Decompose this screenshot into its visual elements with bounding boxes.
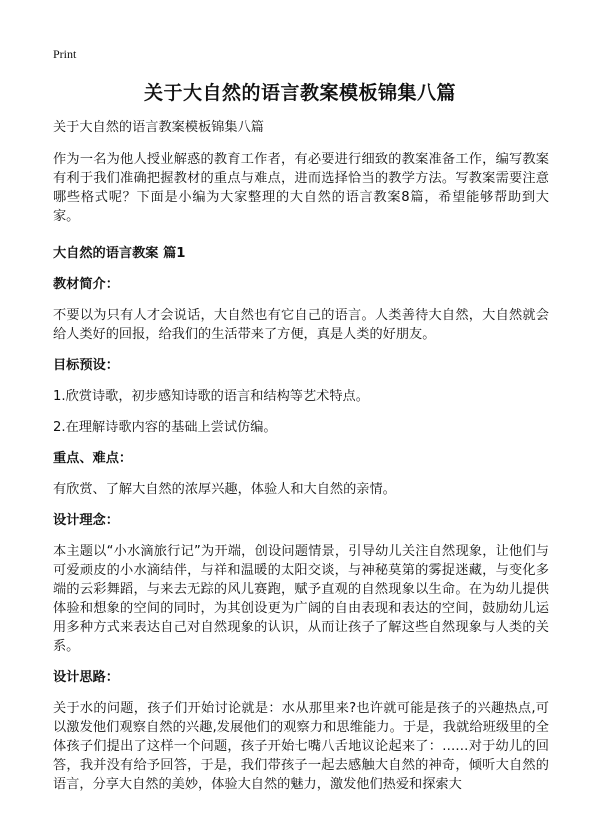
- key-points-heading: 重点、难点：: [53, 451, 133, 466]
- goals-heading: 目标预设：: [53, 358, 119, 373]
- design-concept-paragraph: 本主题以“小水滴旅行记”为开端，创设问题情景，引导幼儿关注自然现象，让他们与可爱顽皮的小水滴结伴，与祥和温暖的太阳交谈，与神秘莫第的雾捉迷藏，与变化多端的云彩舞蹈，与来去无踪的风儿赛跑，赋予直观的自然现象以生命。在为幼儿提供体验和想象的空间的同时，为其创设更为广阔的自由表现和表达的空间，鼓励幼儿运用多种方式来表达自己对自然现象的认识，从而让孩子了解这些自然现象与人类的关系。: [53, 544, 549, 654]
- material-heading: 教材简介：: [53, 277, 119, 292]
- material-paragraph: 不要以为只有人才会说话，大自然也有它自己的语言。人类善待大自然，大自然就会给人类好的回报，给我们的生活带来了方便，真是人类的好朋友。: [53, 308, 549, 342]
- part-heading: 大自然的语言教案 篇1: [53, 246, 186, 261]
- page-title: 关于大自然的语言教案模板锦集八篇: [143, 82, 456, 104]
- document-body: [53, 118, 549, 806]
- intro-paragraph: 作为一名为他人授业解惑的教育工作者，有必要进行细致的教案准备工作，编写教案有利于我们准确把握教材的重点与难点，进而选择恰当的教学方法。写教案需要注意哪些格式呢？下面是小编为大家整理的大自然的语言教案8篇，希望能够帮助到大家。: [53, 152, 549, 224]
- design-idea-paragraph: 关于水的问题，孩子们开始讨论就是：水从那里来?也许就可能是孩子的兴趣热点,可以激发他们观察自然的兴趣,发展他们的观察力和思维能力。于是，我就给班级里的全体孩子们提出了这样一个问题，孩子开始七嘴八舌地议论起来了：……对于幼儿的回答，我并没有给予回答，于是，我们带孩子一起去感触大自然的神奇，倾听大自然的语言，分享大自然的美妙，体验大自然的魅力，激发他们热爱和探索大: [53, 701, 549, 792]
- goal-item-2: 2.在理解诗歌内容的基础上尝试仿编。: [53, 420, 277, 435]
- print-link[interactable]: Print: [53, 47, 77, 61]
- document-subtitle: 关于大自然的语言教案模板锦集八篇: [53, 120, 264, 135]
- key-points-paragraph: 有欣赏、了解大自然的浓厚兴趣，体验人和大自然的亲情。: [53, 482, 396, 497]
- design-idea-heading: 设计思路：: [53, 670, 119, 685]
- goal-item-1: 1.欣赏诗歌，初步感知诗歌的语言和结构等艺术特点。: [53, 389, 369, 404]
- design-concept-heading: 设计理念：: [53, 513, 119, 528]
